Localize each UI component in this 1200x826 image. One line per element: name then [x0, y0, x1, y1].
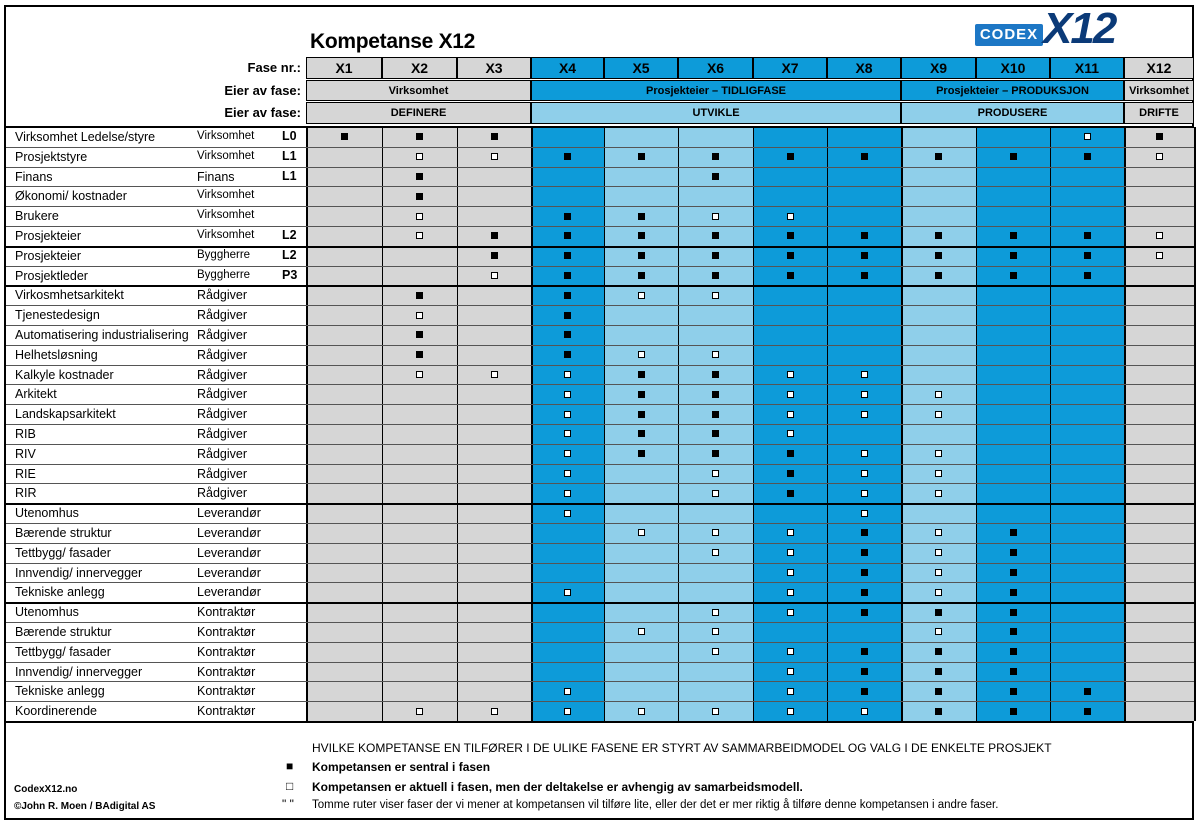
mark-relevant [787, 648, 794, 655]
row-divider [6, 384, 1194, 385]
mark-central [712, 173, 719, 180]
row-role: Virksomhet [197, 209, 255, 222]
mark-central [1010, 252, 1017, 259]
row-role: Leverandør [197, 526, 261, 540]
mark-central [1010, 549, 1017, 556]
row-divider [6, 483, 1194, 484]
mark-central [861, 232, 868, 239]
mark-central [712, 391, 719, 398]
mark-central [935, 272, 942, 279]
row-name: Brukere [15, 209, 59, 224]
mark-relevant [638, 351, 645, 358]
mark-central [638, 450, 645, 457]
mark-central [787, 153, 794, 160]
mark-relevant [861, 510, 868, 517]
mark-central [1010, 668, 1017, 675]
mark-relevant [935, 391, 942, 398]
mark-relevant [787, 391, 794, 398]
mark-relevant [491, 371, 498, 378]
legend-empty-text: Kompetansen er aktuell i fasen, men der deltakelse er avhengig av samarbeidsmodell. [312, 780, 803, 794]
row-role: Rådgiver [197, 427, 248, 441]
mark-relevant [935, 549, 942, 556]
mark-relevant [712, 529, 719, 536]
row-role: Kontraktør [197, 664, 256, 679]
row-divider [6, 305, 1194, 306]
mark-central [1010, 589, 1017, 596]
mark-relevant [416, 153, 423, 160]
owner-row2-0: DEFINERE [306, 102, 531, 124]
mark-central [638, 272, 645, 279]
mark-central [638, 371, 645, 378]
row-name: Prosjektleder [15, 268, 88, 283]
row-name: Landskapsarkitekt [15, 407, 116, 422]
mark-relevant [564, 470, 571, 477]
row-role: Virksomhet [197, 189, 255, 202]
mark-central [1084, 688, 1091, 695]
row-name: Prosjekteier [15, 229, 81, 243]
mark-central [935, 252, 942, 259]
mark-central [1010, 648, 1017, 655]
legend-blank-text: Tomme ruter viser faser der vi mener at kompetansen vil tilføre lite, eller der det er mer riktig å tilføre denne kompetansen i andre faser. [312, 799, 999, 811]
mark-central [712, 430, 719, 437]
mark-relevant [1084, 133, 1091, 140]
mark-relevant [935, 470, 942, 477]
mark-central [712, 153, 719, 160]
row-divider [6, 365, 1194, 366]
mark-central [416, 351, 423, 358]
row-divider [6, 147, 1194, 148]
mark-central [564, 351, 571, 358]
mark-relevant [491, 708, 498, 715]
phase-header-x3: X3 [457, 57, 531, 79]
row-divider [6, 345, 1194, 346]
row-role: Kontraktør [197, 644, 256, 659]
row-divider [6, 444, 1194, 445]
mark-central [1010, 529, 1017, 536]
mark-relevant [416, 213, 423, 220]
mark-central [341, 133, 348, 140]
mark-relevant [564, 510, 571, 517]
mark-central [1084, 708, 1091, 715]
mark-central [712, 450, 719, 457]
legend-full-text: Kompetansen er sentral i fasen [312, 760, 491, 774]
row-name: Utenomhus [15, 506, 79, 521]
row-name: Tettbygg/ fasader [15, 644, 111, 659]
mark-relevant [861, 450, 868, 457]
mark-central [935, 708, 942, 715]
row-divider [6, 266, 1194, 267]
row-divider [6, 464, 1194, 465]
mark-central [1084, 252, 1091, 259]
footer-heading: HVILKE KOMPETANSE EN TILFØRER I DE ULIKE FASENE ER STYRT AV SAMMARBEIDMODEL OG VALG I DE ENKELTE PROSJEKT [312, 741, 1052, 755]
row-divider [6, 325, 1194, 326]
row-role: Byggherre [197, 268, 251, 281]
row-name: RIR [15, 486, 37, 501]
mark-relevant [491, 153, 498, 160]
mark-relevant [712, 490, 719, 497]
mark-central [712, 272, 719, 279]
mark-relevant [1156, 252, 1163, 259]
mark-relevant [416, 708, 423, 715]
mark-central [787, 470, 794, 477]
row-name: Virkosmhetsarkitekt [15, 288, 124, 303]
row-divider [6, 246, 1194, 248]
mark-relevant [935, 450, 942, 457]
mark-central [861, 609, 868, 616]
row-divider [6, 662, 1194, 663]
row-name: Helhetsløsning [15, 347, 98, 362]
mark-central [1010, 569, 1017, 576]
mark-relevant [935, 628, 942, 635]
mark-central [416, 173, 423, 180]
mark-central [861, 569, 868, 576]
mark-relevant [638, 708, 645, 715]
mark-central [638, 391, 645, 398]
mark-central [564, 252, 571, 259]
mark-central [1156, 133, 1163, 140]
row-name: RIE [15, 466, 36, 481]
row-role: Kontraktør [197, 684, 256, 699]
mark-relevant [712, 648, 719, 655]
mark-central [935, 668, 942, 675]
row-role: Kontraktør [197, 605, 256, 620]
row-name: Tekniske anlegg [15, 585, 105, 600]
mark-relevant [787, 708, 794, 715]
mark-central [1010, 272, 1017, 279]
mark-relevant [638, 628, 645, 635]
mark-relevant [564, 411, 571, 418]
mark-relevant [787, 430, 794, 437]
row-role: Rådgiver [197, 347, 248, 362]
mark-central [861, 272, 868, 279]
row-divider [6, 206, 1194, 207]
row-code: L2 [282, 247, 297, 262]
phase-header-x10: X10 [976, 57, 1050, 79]
mark-central [861, 648, 868, 655]
mark-central [787, 450, 794, 457]
row-name: RIV [15, 446, 36, 461]
row-role: Rådgiver [197, 328, 248, 342]
mark-central [1010, 688, 1017, 695]
mark-central [564, 331, 571, 338]
row-name: Arkitekt [15, 387, 57, 402]
mark-central [1010, 609, 1017, 616]
mark-central [787, 232, 794, 239]
row-divider [6, 543, 1194, 544]
mark-central [1010, 153, 1017, 160]
owner-row1-3: Virksomhet [1124, 80, 1194, 101]
mark-relevant [787, 213, 794, 220]
mark-central [564, 232, 571, 239]
owner-row2-3: DRIFTE [1124, 102, 1194, 124]
mark-central [935, 609, 942, 616]
mark-central [638, 252, 645, 259]
mark-central [861, 668, 868, 675]
mark-relevant [787, 688, 794, 695]
row-role: Rådgiver [197, 466, 248, 481]
mark-relevant [564, 688, 571, 695]
mark-relevant [787, 589, 794, 596]
phase-header-x9: X9 [901, 57, 976, 79]
mark-central [1084, 153, 1091, 160]
logo-mark: X12 [1043, 4, 1116, 53]
row-role: Finans [197, 169, 235, 184]
row-role: Leverandør [197, 506, 261, 521]
mark-relevant [564, 589, 571, 596]
mark-central [1084, 272, 1091, 279]
row-divider [6, 285, 1194, 287]
mark-relevant [564, 708, 571, 715]
mark-relevant [935, 569, 942, 576]
mark-central [712, 411, 719, 418]
row-role: Virksomhet [197, 149, 255, 162]
row-code: L1 [282, 148, 297, 163]
mark-relevant [1156, 232, 1163, 239]
row-name: Tekniske anlegg [15, 684, 105, 699]
row-divider [6, 186, 1194, 187]
row-name: Virksomhet Ledelse/styre [15, 130, 156, 144]
header-label-3: Eier av fase: [224, 105, 301, 120]
owner-row1-2: Prosjekteier – PRODUKSJON [901, 80, 1124, 101]
mark-central [935, 153, 942, 160]
codex-x12-logo [975, 4, 1120, 54]
mark-central [564, 292, 571, 299]
mark-central [564, 272, 571, 279]
row-name: Finans [15, 169, 53, 184]
mark-relevant [935, 490, 942, 497]
mark-relevant [861, 470, 868, 477]
mark-relevant [787, 569, 794, 576]
row-divider [6, 226, 1194, 227]
mark-central [638, 213, 645, 220]
mark-central [564, 312, 571, 319]
phase-header-x7: X7 [753, 57, 827, 79]
mark-relevant [564, 450, 571, 457]
mark-central [416, 292, 423, 299]
mark-central [1010, 232, 1017, 239]
mark-central [712, 371, 719, 378]
row-divider [6, 582, 1194, 583]
row-name: Utenomhus [15, 605, 79, 620]
row-code: L2 [282, 228, 297, 242]
row-divider [6, 642, 1194, 643]
mark-central [935, 648, 942, 655]
phase-header-x2: X2 [382, 57, 457, 79]
mark-central [416, 193, 423, 200]
row-divider [6, 622, 1194, 623]
mark-relevant [787, 529, 794, 536]
row-name: Bærende struktur [15, 526, 112, 540]
page-title: Kompetanse X12 [310, 30, 476, 53]
row-name: Automatisering industrialisering [15, 328, 189, 342]
row-name: Økonomi/ kostnader [15, 189, 127, 204]
mark-relevant [1156, 153, 1163, 160]
mark-relevant [564, 391, 571, 398]
phase-header-x4: X4 [531, 57, 604, 79]
mark-central [564, 213, 571, 220]
mark-central [861, 688, 868, 695]
mark-central [1010, 628, 1017, 635]
mark-relevant [712, 351, 719, 358]
mark-relevant [712, 213, 719, 220]
mark-central [491, 133, 498, 140]
mark-relevant [861, 708, 868, 715]
grid-top-line [6, 126, 1194, 128]
mark-relevant [638, 292, 645, 299]
mark-central [787, 252, 794, 259]
row-name: Koordinerende [15, 704, 98, 719]
mark-central [1010, 708, 1017, 715]
phase-header-x5: X5 [604, 57, 678, 79]
mark-relevant [491, 272, 498, 279]
mark-central [935, 688, 942, 695]
mark-central [638, 430, 645, 437]
owner-row2-2: PRODUSERE [901, 102, 1124, 124]
mark-relevant [787, 371, 794, 378]
mark-relevant [935, 589, 942, 596]
header-label-2: Eier av fase: [224, 83, 301, 98]
mark-relevant [564, 430, 571, 437]
row-divider [6, 424, 1194, 425]
mark-relevant [416, 232, 423, 239]
grid-bottom-line [6, 721, 1194, 723]
mark-central [787, 272, 794, 279]
row-name: Bærende struktur [15, 625, 112, 639]
owner-row1-0: Virksomhet [306, 80, 531, 101]
row-divider [6, 404, 1194, 405]
mark-central [638, 232, 645, 239]
phase-header-x1: X1 [306, 57, 382, 79]
row-name: Innvendig/ innervegger [15, 565, 143, 580]
mark-central [861, 589, 868, 596]
row-divider [6, 503, 1194, 505]
mark-relevant [935, 411, 942, 418]
mark-central [491, 252, 498, 259]
copyright: ©John R. Moen / BAdigital AS [14, 801, 156, 812]
mark-central [712, 252, 719, 259]
row-role: Rådgiver [197, 367, 248, 382]
row-role: Rådgiver [197, 486, 248, 501]
row-divider [6, 523, 1194, 524]
row-role: Rådgiver [197, 308, 248, 323]
row-name: RIB [15, 427, 36, 441]
row-role: Rådgiver [197, 407, 248, 422]
mark-relevant [861, 490, 868, 497]
row-role: Leverandør [197, 565, 261, 580]
row-role: Byggherre [197, 248, 251, 261]
mark-relevant [712, 609, 719, 616]
mark-central [564, 153, 571, 160]
row-name: Tettbygg/ fasader [15, 545, 111, 560]
row-divider [6, 602, 1194, 604]
mark-relevant [861, 411, 868, 418]
row-divider [6, 701, 1194, 702]
logo-word: CODEX [979, 26, 1039, 43]
row-divider [6, 681, 1194, 682]
row-code: L1 [282, 168, 297, 183]
row-role: Kontraktør [197, 704, 256, 719]
row-role: Leverandør [197, 545, 261, 560]
mark-relevant [787, 609, 794, 616]
mark-central [861, 153, 868, 160]
mark-relevant [564, 490, 571, 497]
mark-relevant [787, 411, 794, 418]
site-link[interactable]: CodexX12.no [14, 784, 78, 795]
legend-full-icon: ■ [286, 759, 294, 773]
phase-header-x12: X12 [1124, 57, 1194, 79]
legend-empty-icon: □ [286, 779, 294, 793]
mark-relevant [712, 549, 719, 556]
row-divider [6, 563, 1194, 564]
row-role: Rådgiver [197, 387, 248, 402]
legend-blank-icon: " " [282, 797, 294, 811]
mark-central [787, 490, 794, 497]
mark-central [712, 232, 719, 239]
row-role: Rådgiver [197, 288, 248, 303]
mark-relevant [638, 529, 645, 536]
row-name: Tjenestedesign [15, 308, 100, 323]
row-role: Leverandør [197, 585, 261, 600]
mark-relevant [416, 312, 423, 319]
mark-central [491, 232, 498, 239]
mark-central [861, 252, 868, 259]
row-name: Innvendig/ innervegger [15, 664, 143, 679]
header-label-1: Fase nr.: [247, 60, 301, 75]
row-name: Prosjekteier [15, 248, 81, 263]
phase-header-x6: X6 [678, 57, 753, 79]
mark-central [638, 411, 645, 418]
mark-relevant [861, 371, 868, 378]
row-role: Rådgiver [197, 446, 248, 461]
row-code: L0 [282, 129, 297, 143]
owner-row2-1: UTVIKLE [531, 102, 901, 124]
row-code: P3 [282, 267, 298, 282]
mark-central [935, 232, 942, 239]
mark-central [861, 529, 868, 536]
phase-header-x8: X8 [827, 57, 901, 79]
mark-relevant [416, 371, 423, 378]
mark-central [1084, 232, 1091, 239]
mark-relevant [787, 549, 794, 556]
row-role: Virksomhet [197, 130, 255, 142]
mark-relevant [712, 470, 719, 477]
mark-relevant [564, 371, 571, 378]
owner-row1-1: Prosjekteier – TIDLIGFASE [531, 80, 901, 101]
mark-relevant [712, 628, 719, 635]
phase-header-x11: X11 [1050, 57, 1124, 79]
row-role: Virksomhet [197, 229, 255, 241]
mark-relevant [861, 391, 868, 398]
mark-relevant [935, 529, 942, 536]
mark-relevant [787, 668, 794, 675]
row-role: Kontraktør [197, 625, 256, 639]
mark-central [416, 331, 423, 338]
mark-relevant [712, 292, 719, 299]
mark-central [416, 133, 423, 140]
row-divider [6, 167, 1194, 168]
row-name: Prosjektstyre [15, 149, 88, 164]
row-name: Kalkyle kostnader [15, 367, 114, 382]
mark-relevant [712, 708, 719, 715]
mark-central [638, 153, 645, 160]
mark-central [861, 549, 868, 556]
